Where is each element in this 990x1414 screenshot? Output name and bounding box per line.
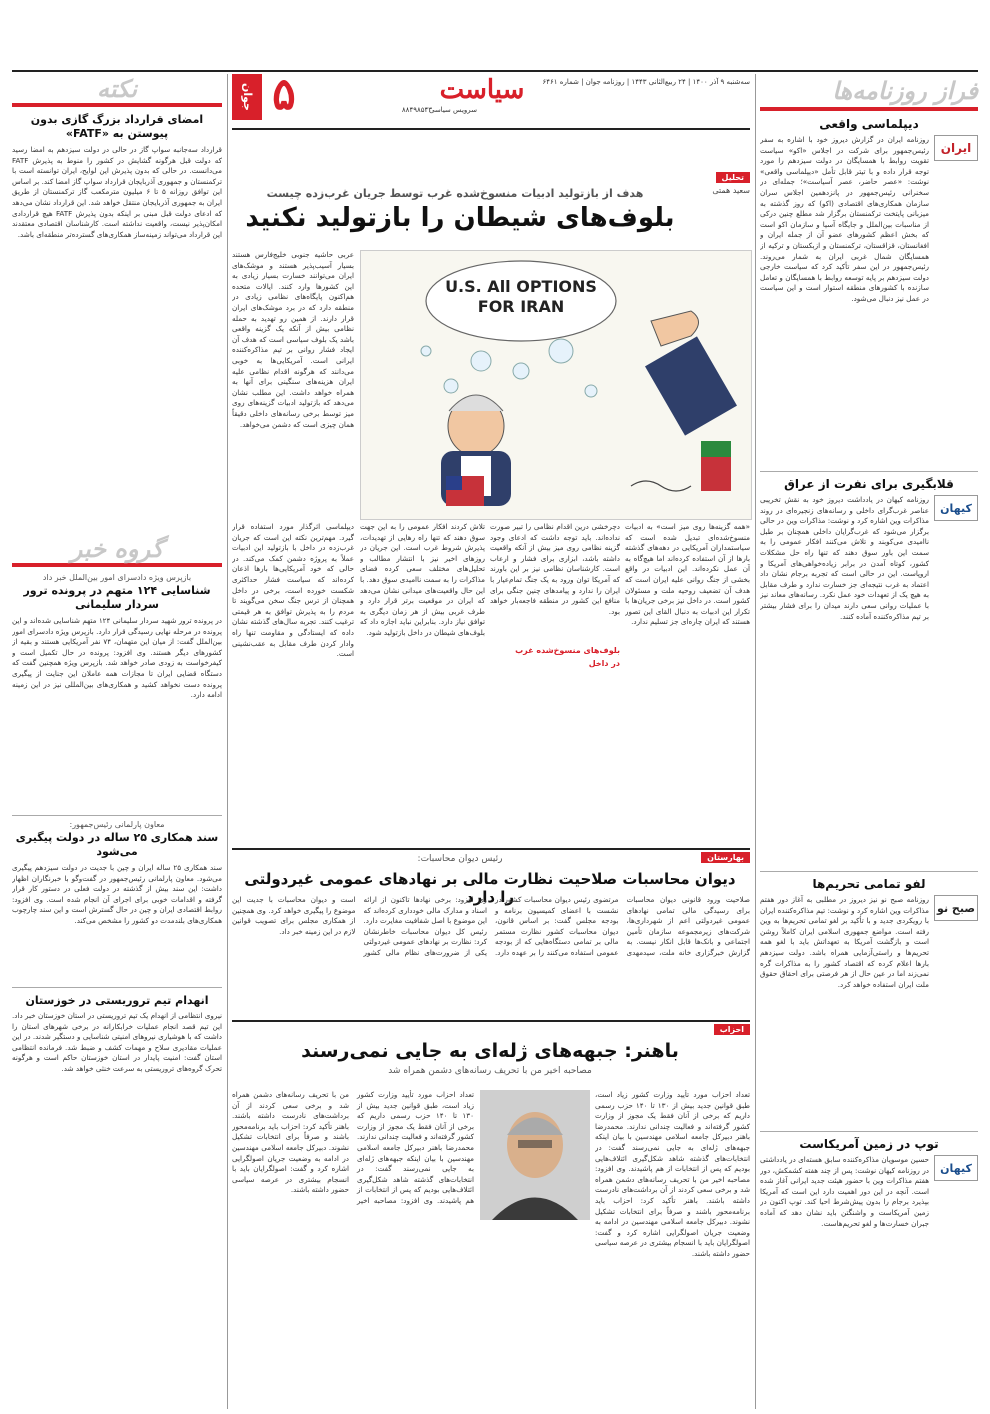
- article-title: توپ در زمین آمریکاست: [799, 1137, 939, 1151]
- article-body: روزنامه کیهان در یادداشت دیروز خود به نقش تخریبی عناصر غرب‌گرای داخلی و رسانه‌های زنجیره‌ای در روند مذاکرات وین اشاره کرد و نوشت: مذاکرات وین در حالی برگزار می‌شود که غرب‌گرایان داخلی همچنان بر طبل ناامیدی می‌کوبند و تلاش می‌کنند افکار عمومی را به سمت این باور سوق دهند که تنها راه حل مشکلات کشور، کوتاه آمدن در برابر زیاده‌خواهی‌های آمریکا و اروپاست. این در حالی است که تجربه برجام نشان داد اعتماد به غرب نتیجه‌ای جز خسارت ندارد و طرف مقابل به هیچ یک از تعهدات خود عمل نکرد. رسانه‌های معاند نیز با عملیات روانی سعی دارند میدان را برای فشار بیشتر بر تیم مذاکره‌کننده آماده کنند.: [760, 495, 929, 621]
- source-logo: کیهان: [934, 1155, 978, 1181]
- article-body: روزنامه صبح نو نیز دیروز در مطلبی به آغاز دور هفتم مذاکرات وین اشاره کرد و نوشت: تیم مذاکره‌کننده ایران با رویکردی جدید و با تأکید بر لغو تمامی تحریم‌ها به وین رفته است. مواضع جمهوری اسلامی ایران کاملاً روشن است و بازگشت آمریکا به تعهداتش باید با لغو همه تحریم‌ها و راستی‌آزمایی همراه باشد. دولت سیزدهم بارها اعلام کرده که اقتصاد کشور را به مذاکرات گره نمی‌زند اما در عین حال از هر فرصتی برای احقاق حقوق ملت ایران استفاده خواهد کرد.: [760, 895, 929, 989]
- main-headline: بلوف‌های شیطان را بازتولید نکنید: [245, 203, 675, 233]
- main-col-e: «همه گزینه‌ها روی میز است» به ادبیات منسوخ‌شده‌ای تبدیل شده است که سیاستمداران آمریکایی در دهه‌های گذشته بارها از آن استفاده کرده‌اند اما هیچ‌گاه به آن عمل نکرده‌اند. این ادبیات در واقع بخشی از جنگ روانی علیه ایران است که هدف آن تضعیف روحیه ملت و مسئولان کشور است. در داخل نیز برخی جریان‌ها با تکرار این ادبیات به دنبال القای این تصور هستند که ایران چاره‌ای جز تسلیم ندارد.: [625, 522, 750, 627]
- right-column: [760, 74, 978, 1409]
- top-rule: [12, 70, 978, 72]
- s2-kicker: معاون پارلمانی رئیس‌جمهور:: [69, 820, 165, 829]
- column-rule: [755, 74, 756, 1409]
- divider: [760, 871, 978, 872]
- story2-headline: دیوان محاسبات صلاحیت نظارت مالی بر نهادهای عمومی غیردولتی را دارد: [244, 870, 736, 906]
- source-logo: صبح نو: [934, 895, 978, 921]
- main-tag: تحلیل: [716, 172, 750, 183]
- section-sub: سرویس سیاسی: [428, 106, 477, 114]
- right-section-bar: [760, 107, 978, 111]
- divider: [12, 815, 222, 816]
- masthead: [232, 69, 750, 120]
- note-bar: [12, 103, 222, 107]
- phone: ۸۸۴۹۸۵۴۳: [401, 106, 432, 114]
- source-logo: کیهان: [934, 495, 978, 521]
- cartoon: [360, 250, 752, 520]
- s2-title: سند همکاری ۲۵ ساله در دولت پیگیری می‌شود: [15, 831, 219, 858]
- main-col-c: تلاش کردند افکار عمومی را به این جهت سوق دهند که تنها راه رهایی از تهدیدات، پذیرش شروط غرب است. این جریان در روزهای اخیر نیز با انتشار مطالب و تحلیل‌های مختلف سعی کرده فضای مذاکرات را به سمت ناامیدی سوق دهد. با این حال واقعیت‌های میدانی نشان می‌دهد که ایران در موقعیت برتر قرار دارد و طرف غربی بیش از هر زمان دیگری به توافق نیاز دارد. بنابراین نباید اجازه داد که بلوف‌های شیطان در داخل بازتولید شود.: [360, 522, 485, 637]
- article-body: حسین موسویان مذاکره‌کننده سابق هسته‌ای در یادداشتی در روزنامه کیهان نوشت: پس از چند هفته کشمکش، دور هفتم مذاکرات وین با حضور هیئت جدید ایرانی آغاز شده است. آنچه در این دور اهمیت دارد این است که آمریکا بپذیرد برجام را بدون پیش‌شرط احیا کند. توپ اکنون در زمین آمریکاست و واشنگتن باید نشان دهد که آماده جبران خسارت‌ها و لغو تحریم‌هاست.: [760, 1155, 929, 1228]
- portrait-illustration: [480, 1090, 590, 1220]
- story3-body-left: تعداد احزاب مورد تأیید وزارت کشور زیاد است، طبق قوانین جدید بیش از ۱۳۰ تا ۱۴۰ حزب رسمی داریم که برخی از آنان فقط یک مجوز از وزارت کشور گرفته‌اند و فعالیت چندانی ندارند. محمدرضا باهنر دبیرکل جامعه اسلامی مهندسین با بیان اینکه جبهه‌های ژله‌ای به جایی نمی‌رسند گفت: در انتخابات‌های گذشته شاهد شکل‌گیری ائتلاف‌هایی بودیم که پس از انتخابات از هم پاشیدند. وی افزود: مصاحبه اخیر من با تحریف رسانه‌های دشمن همراه شد و برخی سعی کردند از آن برداشت‌های نادرست داشته باشند. باهنر تأکید کرد: احزاب باید برنامه‌محور باشند و صرفاً برای انتخابات تشکیل نشوند. دبیرکل جامعه اسلامی مهندسین در ادامه به وضعیت جریان اصولگرایی اشاره کرد و گفت: اصولگرایان باید با انسجام بیشتری در عرصه سیاسی حضور داشته باشند.: [232, 1090, 474, 1205]
- main-col-d: دچرخشی درین اقدام نظامی را تبیر صورت نداده‌اند. باید توجه داشت که ادعای وجود گزینه نظامی روی میز بیش از آنکه واقعیت داشته باشد، ابزاری برای فشار و ارعاب است. کارشناسان نظامی نیز بر این باورند که آمریکا توان ورود به یک جنگ تمام‌عیار با ایران را ندارد و پیامدهای چنین جنگی برای منافع این کشور در منطقه فاجعه‌بار خواهد بود.: [490, 522, 620, 616]
- story3-body-right: تعداد احزاب مورد تأیید وزارت کشور زیاد است، طبق قوانین جدید بیش از ۱۳۰ تا ۱۴۰ حزب رسمی داریم که برخی از آنان فقط یک مجوز از وزارت کشور گرفته‌اند و فعالیت چندانی ندارند. محمدرضا باهنر دبیرکل جامعه اسلامی مهندسین با بیان اینکه جبهه‌های ژله‌ای به جایی نمی‌رسند گفت: در انتخابات‌های گذشته شاهد شکل‌گیری ائتلاف‌هایی بودیم که پس از انتخابات از هم پاشیدند. وی افزود: مصاحبه اخیر من با تحریف رسانه‌های دشمن همراه شد و برخی سعی کردند از آن برداشت‌های نادرست داشته باشند. باهنر تأکید کرد: احزاب باید برنامه‌محور باشند و صرفاً برای انتخابات تشکیل نشوند. دبیرکل جامعه اسلامی مهندسین در ادامه به وضعیت جریان اصولگرایی اشاره کرد و گفت: اصولگرایان باید با انسجام بیشتری در عرصه سیاسی حضور داشته باشند.: [595, 1090, 750, 1258]
- story3-tag: احزاب: [714, 1024, 750, 1035]
- press-article: [760, 877, 978, 1125]
- divider: [12, 987, 222, 988]
- s3-title: انهدام تیم تروریستی در خوزستان: [25, 994, 209, 1007]
- story3-kicker: مصاحبه اخیر من با تحریف رسانه‌های دشمن همراه شد: [388, 1066, 592, 1076]
- source-logo: ایران: [934, 135, 978, 161]
- story2-rule: [232, 848, 750, 850]
- main-col-d-wrap: [490, 522, 620, 784]
- story3-rule: [232, 1020, 750, 1022]
- right-section-title: فراز روزنامه‌ها: [832, 76, 978, 105]
- divider: [760, 1131, 978, 1132]
- press-article: [760, 1137, 978, 1360]
- main-top-rule: [232, 128, 750, 130]
- date-line: سه‌شنبه ۹ آذر ۱۴۰۰ | ۲۴ ربیع‌الثانی ۱۴۴۳ | روزنامه جوان | شماره ۶۴۶۱: [542, 78, 750, 86]
- divider: [760, 471, 978, 472]
- portrait-photo: [480, 1090, 590, 1220]
- note-body: قرارداد سه‌جانبه سواپ گاز در حالی در دولت سیزدهم به امضا رسید که دولت قبل هرگونه گشایش در کشور را منوط به پذیرش FATF می‌دانست. در حالی که بدون پذیرش این لوایح، ایران توانسته است با ترکمنستان و جمهوری آذربایجان قرارداد سواپ گاز امضا کند. بر اساس این توافق روزانه ۵ تا ۶ میلیون مترمکعب گاز ترکمنستان از طریق ایران به جمهوری آذربایجان منتقل خواهد شد. این قرارداد نشان می‌دهد که ادعای دولت قبل مبنی بر اینکه بدون پذیرش FATF هیچ قراردادی امکان‌پذیر نیست، واقعیت نداشته است. کارشناسان اقتصادی معتقدند این قرارداد می‌تواند زمینه‌ساز همکاری‌های گسترده‌تر منطقه‌ای باشد.: [12, 145, 222, 239]
- main-col-b: دیپلماسی اثرگذار مورد استفاده قرار گیرد. مهم‌ترین نکته این است که جریان غرب‌زده در داخل با بازتولید این ادبیات عملاً به پروژه دشمن کمک می‌کند. در حالی که خود آمریکایی‌ها بارها اذعان کرده‌اند که سیاست فشار حداکثری شکست خورده است، برخی در داخل همچنان از ترس جنگ سخن می‌گویند تا مردم را به پذیرش توافق به هر قیمتی ترغیب کنند. تجربه سال‌های گذشته نشان داده که ایستادگی و مقاومت تنها راه وادار کردن طرف مقابل به عقب‌نشینی است.: [232, 522, 354, 659]
- s1-title: شناسایی ۱۲۴ متهم در پرونده ترور سردار سلیمانی: [23, 584, 211, 611]
- cartoon-caption: U.S. All OPTIONS FOR IRAN: [445, 277, 597, 316]
- note-title: امضای قرارداد بزرگ گازی بدون پیوستن به «FATF»: [30, 113, 204, 140]
- s1-kicker: بازپرس ویژه دادسرای امور بین‌الملل خبر داد: [42, 573, 192, 582]
- s2-body: سند همکاری ۲۵ ساله ایران و چین با جدیت در دولت سیزدهم پیگیری می‌شود. معاون پارلمانی رئیس‌جمهور در گفت‌وگو با خبرنگاران اظهار داشت: این سند بیش از گذشته در دولت فعلی در دستور کار قرار گرفته و اقدامات خوبی برای اجرای آن انجام شده است. وی افزود: روابط اقتصادی ایران و چین در حال گسترش است و این سند چارچوب همکاری‌های بلندمدت دو کشور را مشخص می‌کند.: [12, 863, 222, 925]
- column-rule: [227, 74, 228, 1409]
- story3-headline: باهنر: جبهه‌های ژله‌ای به جایی نمی‌رسند: [301, 1040, 679, 1062]
- s3-body: نیروی انتظامی از انهدام یک تیم تروریستی در استان خوزستان خبر داد. این تیم قصد انجام عملیات خرابکارانه در برخی شهرهای استان را داشت که با هوشیاری نیروهای امنیتی شناسایی و دستگیر شدند. در این عملیات مقادیری سلاح و مهمات کشف و ضبط شد. فرمانده انتظامی استان گفت: امنیت پایدار در استان خوزستان حاکم است و هرگونه تحرک گروه‌های تروریستی به سرعت خنثی خواهد شد.: [12, 1011, 222, 1073]
- press-article: [760, 477, 978, 865]
- story2-kicker: رئیس دیوان محاسبات:: [417, 854, 503, 864]
- page-number: ۵: [272, 69, 296, 120]
- article-body: روزنامه ایران در گزارش دیروز خود با اشاره به سفر رئیس‌جمهور برای شرکت در اجلاس «اکو» سیاست تقویت روابط با همسایگان در دولت سیزدهم را مورد توجه قرار داده و با تیتر قابل تأمل «دیپلماسی واقعی» نوشت: «عصر حاضر، عصر آسیاست»؛ جمله‌ای در سخنرانی رئیس‌جمهور در پانزدهمین اجلاس سران سازمان همکاری‌های اقتصادی (اکو) که روز گذشته به میزبانی پایتخت ترکمنستان برگزار شد مطلع چنین درکی از مناسبات بین‌الملل و جایگاه آسیا و سازمان اکو است که بخش اعظم کشورهای عضو آن از جمله ایران و افغانستان، قزاقستان، ترکمنستان و ازبکستان و ترکیه از همسایگان شمال غربی ایران به شمار می‌روند. رئیس‌جمهور در این سفر تأکید کرد که سیاست خارجی دولت سیزدهم بر پایه توسعه روابط با همسایگان و تعامل سازنده با کشورهای منطقه استوار است و این سیاست در عمل نیز دنبال می‌شود.: [760, 135, 929, 303]
- article-title: قلابگیری برای نفرت‌ از عراق: [784, 477, 954, 491]
- left-column: [12, 74, 222, 1409]
- main-author: سعید همتی: [712, 186, 750, 195]
- news-section-title: گروه خبر: [70, 534, 164, 563]
- paper-name-logo: جوان: [232, 74, 262, 120]
- s1-body: در پرونده ترور شهید سردار سلیمانی ۱۲۴ متهم شناسایی شده‌اند و این پرونده در مرحله نهایی رسیدگی قرار دارد. بازپرس ویژه دادسرای امور بین‌الملل گفت: از میان این متهمان، ۷۴ نفر آمریکایی هستند و بقیه از کشورهای دیگر هستند. وی افزود: پرونده در حال تکمیل است و کیفرخواست به زودی صادر خواهد شد. بازپرس ویژه همچنین گفت که دستگاه قضایی ایران تا مجازات همه عاملان این جنایت از پیگیری پرونده دست نخواهد کشید و همکاری‌های بین‌المللی نیز در این زمینه ادامه دارد.: [12, 616, 222, 700]
- main-kicker: هدف از بازتولید ادبیات منسوخ‌شده غرب توسط جریان غرب‌زده چیست: [266, 187, 644, 200]
- article-title: دیپلماسی واقعی: [819, 117, 919, 131]
- story2-body: صلاحیت ورود قانونی دیوان محاسبات برای رسیدگی مالی تمامی نهادهای عمومی غیردولتی اعم از شهرداری‌ها، شرکت‌های زیرمجموعه سازمان تأمین اجتماعی و بانک‌ها قابل انکار نیست. به گزارش خبرگزاری خانه ملت، سیدمهدی مرتضوی رئیس دیوان محاسبات کشور در نشست با اعضای کمیسیون برنامه و بودجه مجلس گفت: بر اساس قانون، دیوان محاسبات کشور نظارت مستمر مالی بر تمامی دستگاه‌هایی که از بودجه عمومی استفاده می‌کنند را بر عهده دارد. وی افزود: برخی نهادها تاکنون از ارائه اسناد و مدارک مالی خودداری کرده‌اند که این موضوع با اصل شفافیت مغایرت دارد. رئیس کل دیوان محاسبات خاطرنشان کرد: نظارت بر نهادهای عمومی غیردولتی یکی از ضرورت‌های نظام مالی کشور است و دیوان محاسبات با جدیت این موضوع را پیگیری خواهد کرد. وی همچنین از همکاری مجلس برای تصویب قوانین لازم در این زمینه خبر داد.: [232, 895, 750, 957]
- main-subhead-2: در داخل: [588, 659, 620, 668]
- article-title: لفو تمامی تحریم‌ها: [812, 877, 926, 891]
- section-logo: سیاست: [439, 75, 525, 105]
- main-subhead-1: بلوف‌های منسوخ‌شده غرب: [515, 646, 620, 655]
- main-col-a: عربی حاشیه جنوبی خلیج‌فارس هستند بسیار آسیب‌پذیر هستند و موشک‌های ایران می‌توانند خسارت بسیار زیادی به این کشورها وارد کنند. ایالات متحده هم‌اکنون پایگاه‌های نظامی زیادی در منطقه دارد که در برد موشک‌های ایران قرار دارند. از همین رو تهدید به حمله نظامی بیش از آنکه یک گزینه واقعی باشد یک بلوف سیاسی است که هدف آن ایجاد فشار روانی بر تیم مذاکره‌کننده ایرانی است. آمریکایی‌ها به خوبی می‌دانند که هرگونه اقدام نظامی علیه ایران هزینه‌های سنگینی برای آنها به همراه خواهد داشت. این مطلب نشان می‌دهد که بازتولید ادبیات گزینه‌های روی میز توسط برخی رسانه‌های داخلی دقیقاً همان چیزی است که دشمن می‌خواهد.: [232, 250, 354, 429]
- story2-tag: بهارستان: [701, 852, 750, 863]
- note-section-title: نکته: [96, 74, 138, 103]
- press-article: [760, 117, 978, 465]
- news-bar: [12, 563, 222, 567]
